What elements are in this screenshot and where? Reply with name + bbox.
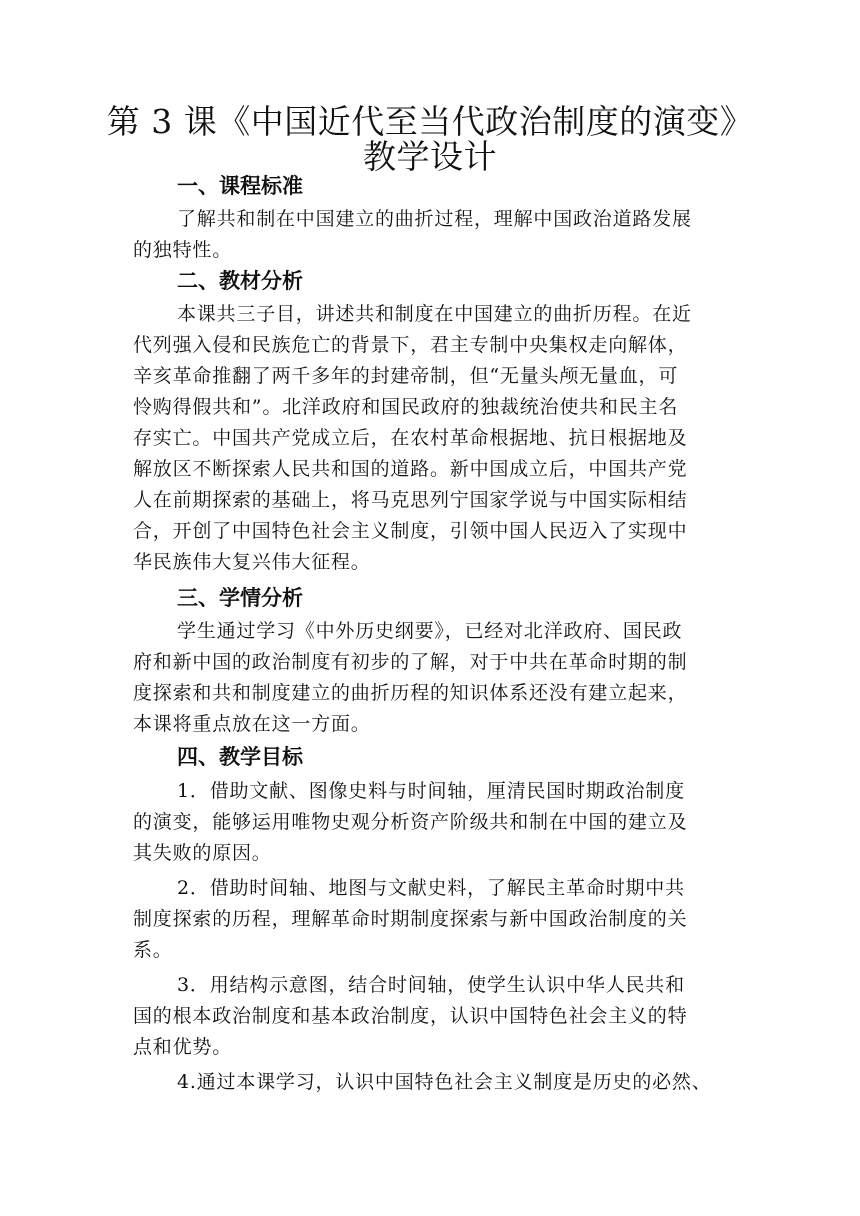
paragraph-line: 存实亡。中国共产党成立后，在农村革命根据地、抗日根据地及 <box>133 427 688 449</box>
goal-line: 制度探索的历程，理解革命时期制度探索与新中国政治制度的关 <box>133 908 688 930</box>
paragraph-line: 本课将重点放在这一方面。 <box>133 713 371 735</box>
goal-line: 3．用结构示意图，结合时间轴，使学生认识中华人民共和 <box>177 974 685 996</box>
paragraph-line: 本课共三子目，讲述共和制度在中国建立的曲折历程。在近 <box>177 303 692 325</box>
paragraph-line: 了解共和制在中国建立的曲折过程，理解中国政治道路发展 <box>177 208 692 230</box>
section-heading-student-analysis: 三、学情分析 <box>177 586 303 610</box>
section-heading-textbook-analysis: 二、教材分析 <box>177 269 303 293</box>
goal-line: 4.通过本课学习，认识中国特色社会主义制度是历史的必然、 <box>177 1071 712 1093</box>
section-heading-curriculum-standard: 一、课程标准 <box>177 174 303 198</box>
paragraph-line: 学生通过学习《中外历史纲要》，已经对北洋政府、国民政 <box>177 620 683 642</box>
document-title: 第 3 课《中国近代至当代政治制度的演变》 <box>106 102 754 141</box>
paragraph-line: 怜购得假共和”。北洋政府和国民政府的独裁统治使共和民主名 <box>133 396 679 418</box>
paragraph-line: 华民族伟大复兴伟大征程。 <box>133 551 371 573</box>
goal-line: 1．借助文献、图像史料与时间轴，厘清民国时期政治制度 <box>177 780 685 802</box>
document-subtitle: 教学设计 <box>363 137 497 176</box>
goal-line: 点和优势。 <box>133 1036 233 1058</box>
goal-line: 其失败的原因。 <box>133 842 272 864</box>
paragraph-line: 代列强入侵和民族危亡的背景下，君主专制中央集权走向解体， <box>133 334 688 356</box>
goal-line: 的演变，能够运用唯物史观分析资产阶级共和制在中国的建立及 <box>133 811 688 833</box>
paragraph-line: 度探索和共和制度建立的曲折历程的知识体系还没有建立起来， <box>133 682 688 704</box>
paragraph-line: 解放区不断探索人民共和国的道路。新中国成立后，中国共产党 <box>133 458 688 480</box>
paragraph-line: 的独特性。 <box>133 239 233 261</box>
goal-line: 2．借助时间轴、地图与文献史料，了解民主革命时期中共 <box>177 877 685 899</box>
section-heading-teaching-goals: 四、教学目标 <box>177 745 303 769</box>
paragraph-line: 辛亥革命推翻了两千多年的封建帝制，但“无量头颅无量血，可 <box>133 365 679 387</box>
paragraph-line: 合，开创了中国特色社会主义制度，引领中国人民迈入了实现中 <box>133 520 688 542</box>
paragraph-line: 府和新中国的政治制度有初步的了解，对于中共在革命时期的制 <box>133 651 688 673</box>
goal-line: 系。 <box>133 939 173 961</box>
paragraph-line: 人在前期探索的基础上，将马克思列宁国家学说与中国实际相结 <box>133 489 688 511</box>
goal-line: 国的根本政治制度和基本政治制度，认识中国特色社会主义的特 <box>133 1005 688 1027</box>
